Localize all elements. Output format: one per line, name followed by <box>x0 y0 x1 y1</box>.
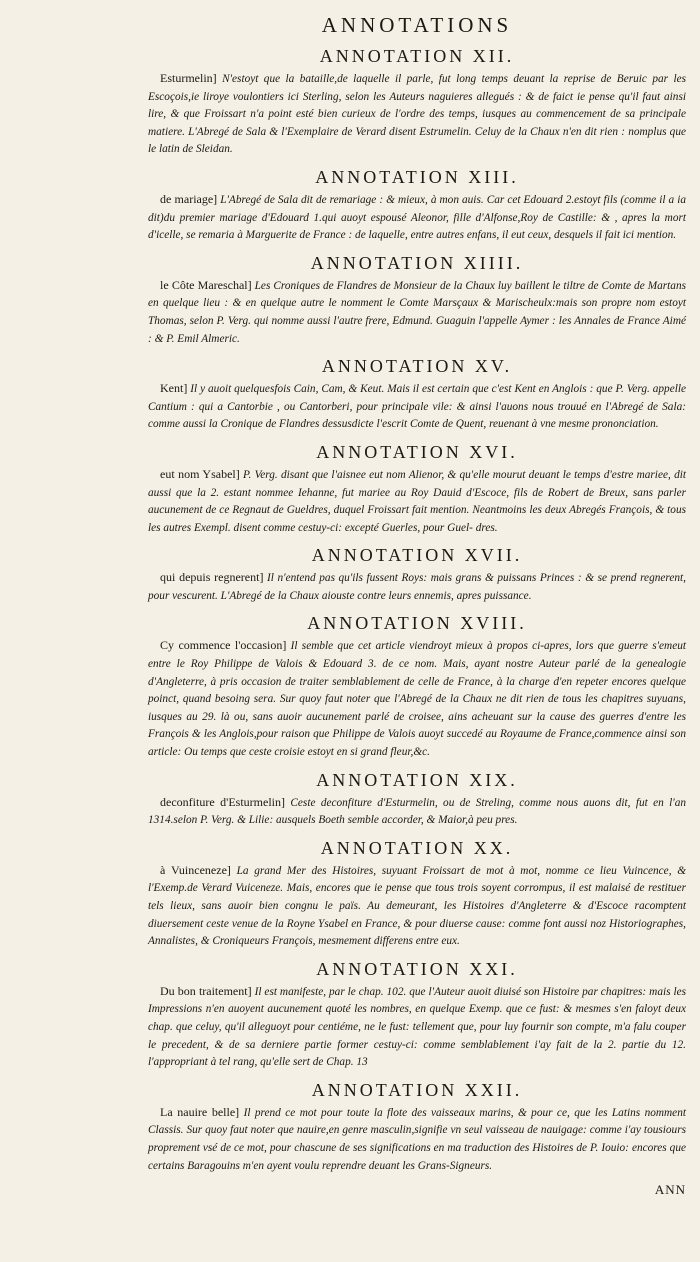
annotation-text: N'estoyt que la bataille,de laquelle il parle, fut long temps deuant la reprise de Beruic par les Escoçois,ie liroye voulontiers ici Sterling, selon les Auteurs naguieres allegués : & de faict ie pense qu'il faut ainsi lire, & que Froissart n'a point esté bien curieux de l'ordre des temps, iusques au commencement de sa principale matiere. L'Abregé de Sala & l'Exemplaire de Verard disent Estrumelin. Celuy de la Chaux n'en dit rien : nomplus que le latin de Sleidan. <box>148 73 686 156</box>
annotation-section <box>148 165 686 245</box>
catchword: ANN <box>654 1182 686 1197</box>
annotation-body <box>148 862 686 951</box>
annotation-heading: ANNOTATION XXII. <box>311 1079 523 1100</box>
annotation-section <box>148 44 686 159</box>
annotation-lemma: Esturmelin] <box>160 71 217 85</box>
annotation-section <box>148 611 686 761</box>
annotation-section <box>148 440 686 537</box>
annotation-text: Il semble que cet article viendroyt mieux à propos ci-apres, lors que guerre s'emeut entre le Roy Philippe de Valois & Edouard 3. de ce nom. Mais, ayant nostre Auteur parlé de la genealogie d'Angleterre, à pris occasion de traiter semblablement de celle de France, à la charge d'en repeter encores quelque poinct, quand besoing sera. Sur quoy faut noter que l'Abregé de la Chaux ne dit rien de tous les chapitres suyuans, iusques au 29. là ou, sans auoir aucunement parlé de croisee, ains acheuant sur la cause des guerres d'entre les François & les Anglois,pour raison que Philippe de Valois auoyt succedé au Royaume de France,commence ainsi son article: Ou temps que ceste croisie estoyt en si grand fleur,&c. <box>148 640 686 759</box>
annotation-section <box>148 354 686 434</box>
annotation-lemma: deconfiture d'Esturmelin] <box>160 794 285 809</box>
annotation-text: L'Abregé de Sala dit de remariage : & mieux, à mon auis. Car cet Edouard 2.estoyt fils (comme il a ia dit)du premier mariage d'Edouard 1.qui auoyt espousé Aleonor, fille d'Alfonse,Roy de Castille: & , apres la mort d'icelle, se remaria à Marguerite de France : de laquelle, entre autres enfans, il eut ceux, desquels il fait ici mention. <box>148 193 686 242</box>
annotation-body <box>148 983 686 1072</box>
annotation-heading: ANNOTATION XVIII. <box>307 613 527 634</box>
annotation-heading: ANNOTATION XVII. <box>311 545 523 566</box>
annotation-lemma: La nauire belle] <box>160 1104 240 1119</box>
annotation-heading: ANNOTATION XVI. <box>316 441 518 462</box>
annotation-text: Les Croniques de Flandres de Monsieur de la Chaux luy baillent le tiltre de Comte de Martans en quelque lieu : & en quelque autre le nomment le Comte Marsçaux & Marischeulx:mais son propre nom estoyt Thomas, selon P. Verg. qui nomme aussi l'autre frere, Edmund. Guaguin l'appelle Aymer : les Annales de France Aimé : & P. Emil Almeric. <box>148 279 686 345</box>
annotation-text: Il est manifeste, par le chap. 102. que l'Auteur auoit diuisé son Histoire par chapitres: mais les Impressions n'en auoyent aucunement quoté les nombres, en quelque Exemp. que ce fust: & mesmes s'en faloyt deux chap. que celuy, qu'il alleguoyt pour centiéme, ne le fust: tellement que, pour luy fournir son compte, m'a falu couper le precedent, & de sa derniere partie former cestuy-ci: comme semblablement i'ay fait de la 2. partie du 12. l'appropriant à tel rang, qu'elle sert de Chap. 13 <box>148 985 687 1069</box>
annotation-body <box>148 637 686 761</box>
page-title: ANNOTATIONS <box>321 13 513 37</box>
annotation-lemma: de mariage] <box>160 191 218 206</box>
annotation-lemma: qui depuis regnerent] <box>160 570 264 585</box>
annotation-body <box>148 1104 686 1175</box>
annotation-lemma: à Vuinceneze] <box>160 862 231 877</box>
annotation-heading: ANNOTATION XV. <box>321 356 513 377</box>
annotation-section <box>148 543 686 605</box>
annotation-lemma: Du bon traitement] <box>160 983 252 998</box>
annotations-list <box>148 44 686 1175</box>
annotation-text: La grand Mer des Histoires, suyuant Froissart de mot à mot, nomme ce lieu Vuincence, & l'Exemp.de Verard Vuiceneze. Mais, encores que ie pense que tous trois soyent corrompus, il est malaisé de restituer tels lieux, sans auoir bien congnu le païs. Au demeurant, les Histoires d'Angleterre & d'Escoce racomptent diuersement ceste venue de la Royne Ysabel en France, & pour diuerse cause: comme font aussi noz Historiographes, Annalistes, & Croniqueurs François, mesmement differens entre eux. <box>148 864 687 948</box>
annotation-body <box>148 794 686 830</box>
annotation-body <box>148 277 686 348</box>
annotation-heading: ANNOTATION XII. <box>319 46 515 66</box>
annotation-section <box>148 768 686 830</box>
annotation-text: Il prend ce mot pour toute la flote des vaisseaux marins, & pour ce, que les Latins nomment Classis. Sur quoy faut noter que nauire,en genre masculin,signifie vn seul vaisseau de nauigage: comme i'ay tousiours proprement vsé de ce mot, pour chascune de ses significations en ma traduction des Histoires de P. Iouio: encores que certains Baragouins m'en ayent voulu reprendre deuant les Grans-Signeurs. <box>148 1106 686 1172</box>
annotation-lemma: eut nom Ysabel] <box>160 466 240 481</box>
annotation-lemma: Kent] <box>160 381 188 396</box>
annotation-lemma: Cy commence l'occasion] <box>160 638 287 653</box>
annotation-body <box>148 70 686 159</box>
annotation-section <box>148 251 686 348</box>
annotation-heading: ANNOTATION XIII. <box>315 166 519 187</box>
annotation-lemma: le Côte Mareschal] <box>160 277 252 292</box>
annotation-body <box>148 191 686 245</box>
annotation-text: Ceste deconfiture d'Esturmelin, ou de Streling, comme nous auons dit, fut en l'an 1314.selon P. Verg. & Lilie: ausquels Boeth semble accorder, & Maior,à peu pres. <box>148 796 686 827</box>
annotation-section <box>148 836 686 951</box>
annotation-section <box>148 1078 686 1175</box>
annotation-heading: ANNOTATION XXI. <box>316 958 518 979</box>
annotation-text: Il y auoit quelquesfois Cain, Cam, & Keut. Mais il est certain que c'est Kent en Anglois : que P. Verg. appelle Cantium : qui a Cantorbie , ou Cantorberi, pour principale vile: & ainsi l'auons nous trouué en l'Abregé de Sala: comme aussi la Cronique de Flandres dessusdicte l'escrit Comte de Quent, reuenant à vne mesme prononciation. <box>148 383 687 431</box>
annotation-body <box>148 380 686 434</box>
annotation-text: P. Verg. disant que l'aisnee eut nom Alienor, & qu'elle mourut deuant le temps d'estre mariee, dit aussi que la 2. estant nommee Iehanne, fut mariee au Roy Dauid d'Escoce, fils de Robert de Breux, sans parler aucunement de ce Regnaut de Gueldres, duquel Froissart fait mention. Neantmoins les deux Abregés François, & tous les autres Exempl. disent comme cestuy-ci: excepté Guerles, pour Guel- dres. <box>148 468 686 534</box>
annotation-section <box>148 957 686 1072</box>
annotation-heading: ANNOTATION XIIII. <box>310 252 524 273</box>
annotation-body <box>148 466 686 537</box>
annotation-text: Il n'entend pas qu'ils fussent Roys: mais grans & puissans Princes : & se prend regnerent, pour vescurent. L'Abregé de la Chaux aiouste contre leurs ennemis, apres puissance. <box>148 572 686 602</box>
annotation-heading: ANNOTATION XIX. <box>316 769 518 790</box>
annotation-body <box>148 569 686 605</box>
annotation-heading: ANNOTATION XX. <box>320 837 514 858</box>
